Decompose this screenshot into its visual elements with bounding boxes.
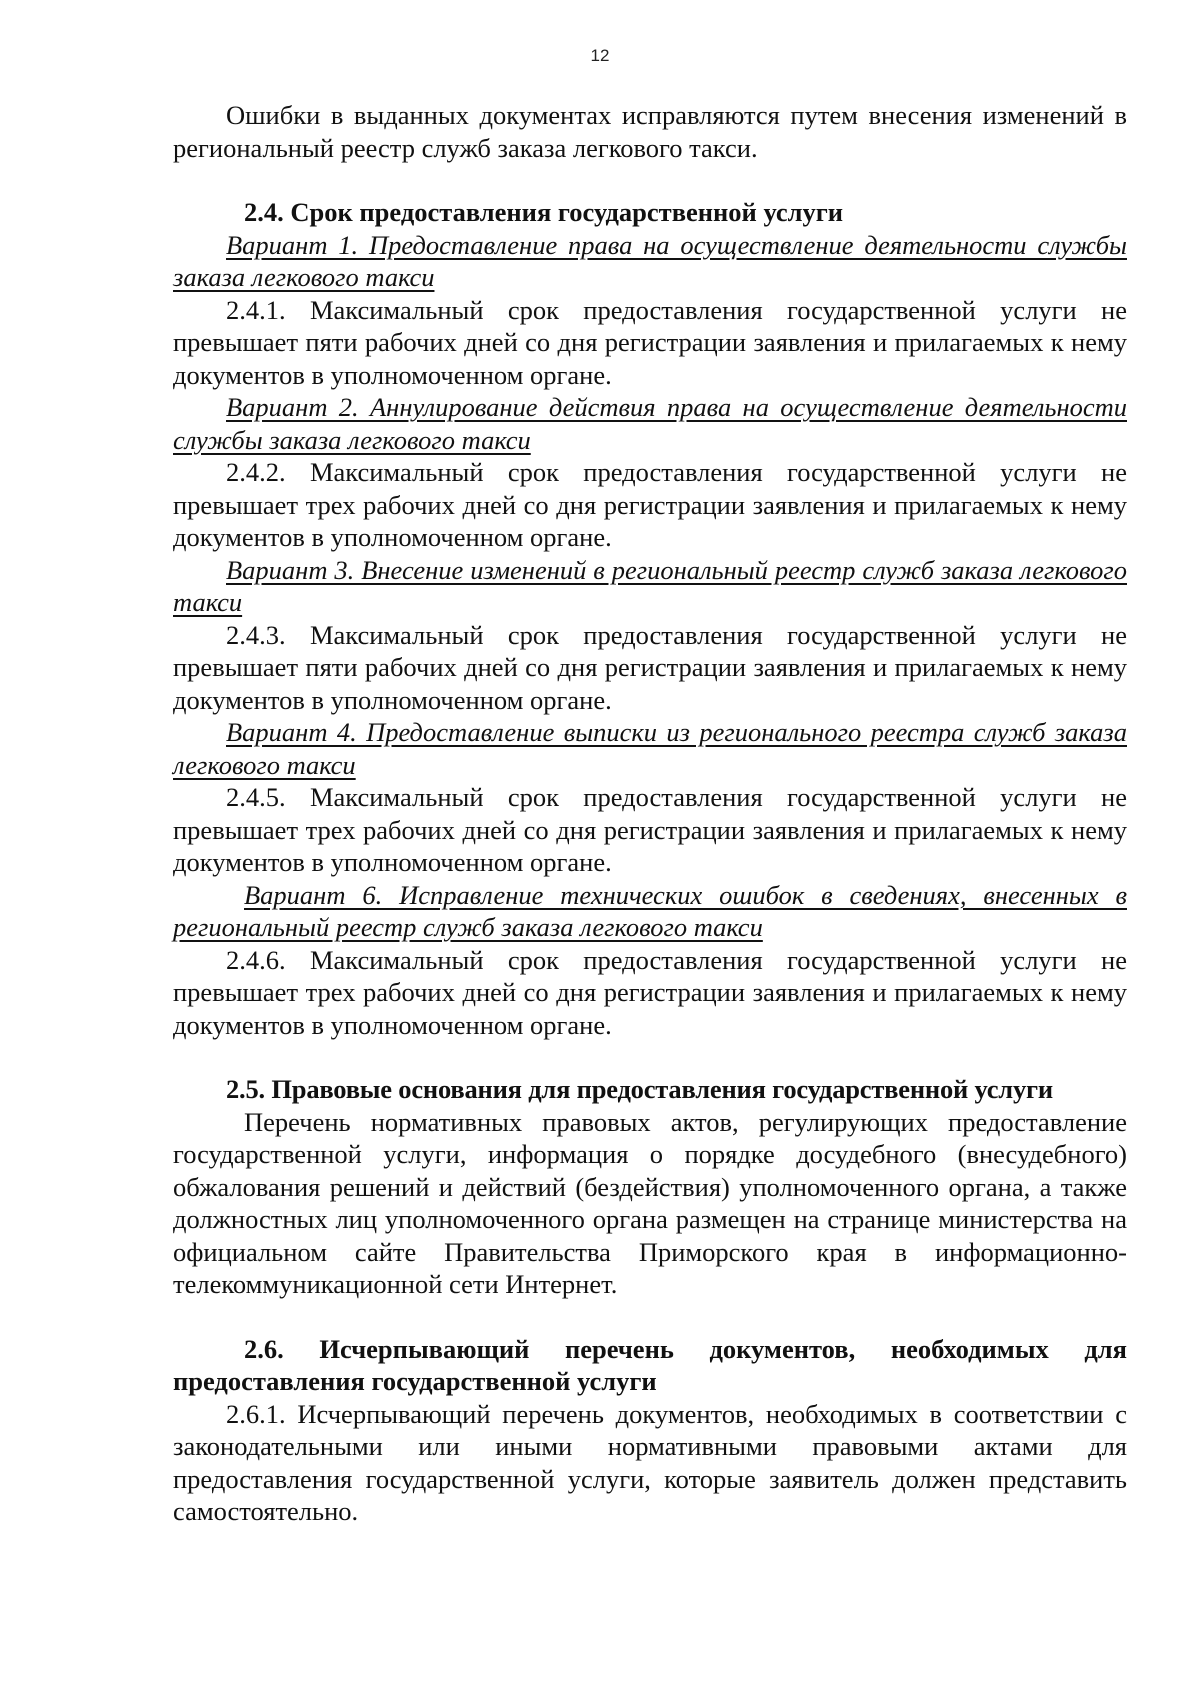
section-2-4-heading: 2.4. Срок предоставления государственной услуги: [244, 197, 844, 227]
variant-3-text: 2.4.3. Максимальный срок предоставления государственной услуги не превышает пяти рабочих дней со дня регистрации заявления и прилагаемых к нему документов в уполномоченном органе.: [173, 619, 1127, 715]
page-number: 12: [590, 46, 610, 65]
variant-4-title: Вариант 4. Предоставление выписки из регионального реестра служб заказа легкового такси: [173, 717, 1127, 780]
section-2-6-text: 2.6.1. Исчерпывающий перечень документов, необходимых в соответствии с законодательными или иными нормативными правовыми актами для предоставления государственной услуги, которые заявитель должен представить самостоятельно.: [173, 1398, 1127, 1526]
variant-6-title: Вариант 6. Исправление технических ошибок в сведениях, внесенных в региональный реестр служб заказа легкового такси: [173, 879, 1127, 942]
intro-paragraph: Ошибки в выданных документах исправляются путем внесения изменений в региональный реестр служб заказа легкового такси.: [173, 100, 1127, 163]
section-2-6-heading: 2.6. Исчерпывающий перечень документов, необходимых для предоставления государственной услуги: [173, 1333, 1127, 1396]
variant-4-text: 2.4.5. Максимальный срок предоставления государственной услуги не превышает трех рабочих дней со дня регистрации заявления и прилагаемых к нему документов в уполномоченном органе.: [173, 782, 1127, 877]
document-body: [173, 99, 1127, 1528]
variant-1-text: 2.4.1. Максимальный срок предоставления государственной услуги не превышает пяти рабочих дней со дня регистрации заявления и прилагаемых к нему документов в уполномоченном органе.: [173, 294, 1127, 390]
variant-3-title: Вариант 3. Внесение изменений в региональный реестр служб заказа легкового такси: [173, 554, 1127, 617]
variant-2-text: 2.4.2. Максимальный срок предоставления государственной услуги не превышает трех рабочих дней со дня регистрации заявления и прилагаемых к нему документов в уполномоченном органе.: [173, 457, 1127, 552]
section-2-5-text: Перечень нормативных правовых актов, регулирующих предоставление государственной услуги, информация о порядке досудебного (внесудебного) обжалования решений и действий (бездействия) уполномоченного органа, а также должностных лиц уполномоченного органа размещен на странице министерства на официальном сайте Правительства Приморского края в информационно-телекоммуникационной сети Интернет.: [173, 1106, 1127, 1299]
variant-2-title: Вариант 2. Аннулирование действия права на осуществление деятельности службы заказа легкового такси: [173, 392, 1127, 455]
section-2-5-heading: 2.5. Правовые основания для предоставления государственной услуги: [226, 1074, 1053, 1104]
variant-1-title: Вариант 1. Предоставление права на осуществление деятельности службы заказа легкового такси: [173, 229, 1127, 292]
variant-6-text: 2.4.6. Максимальный срок предоставления государственной услуги не превышает трех рабочих дней со дня регистрации заявления и прилагаемых к нему документов в уполномоченном органе.: [173, 944, 1127, 1040]
